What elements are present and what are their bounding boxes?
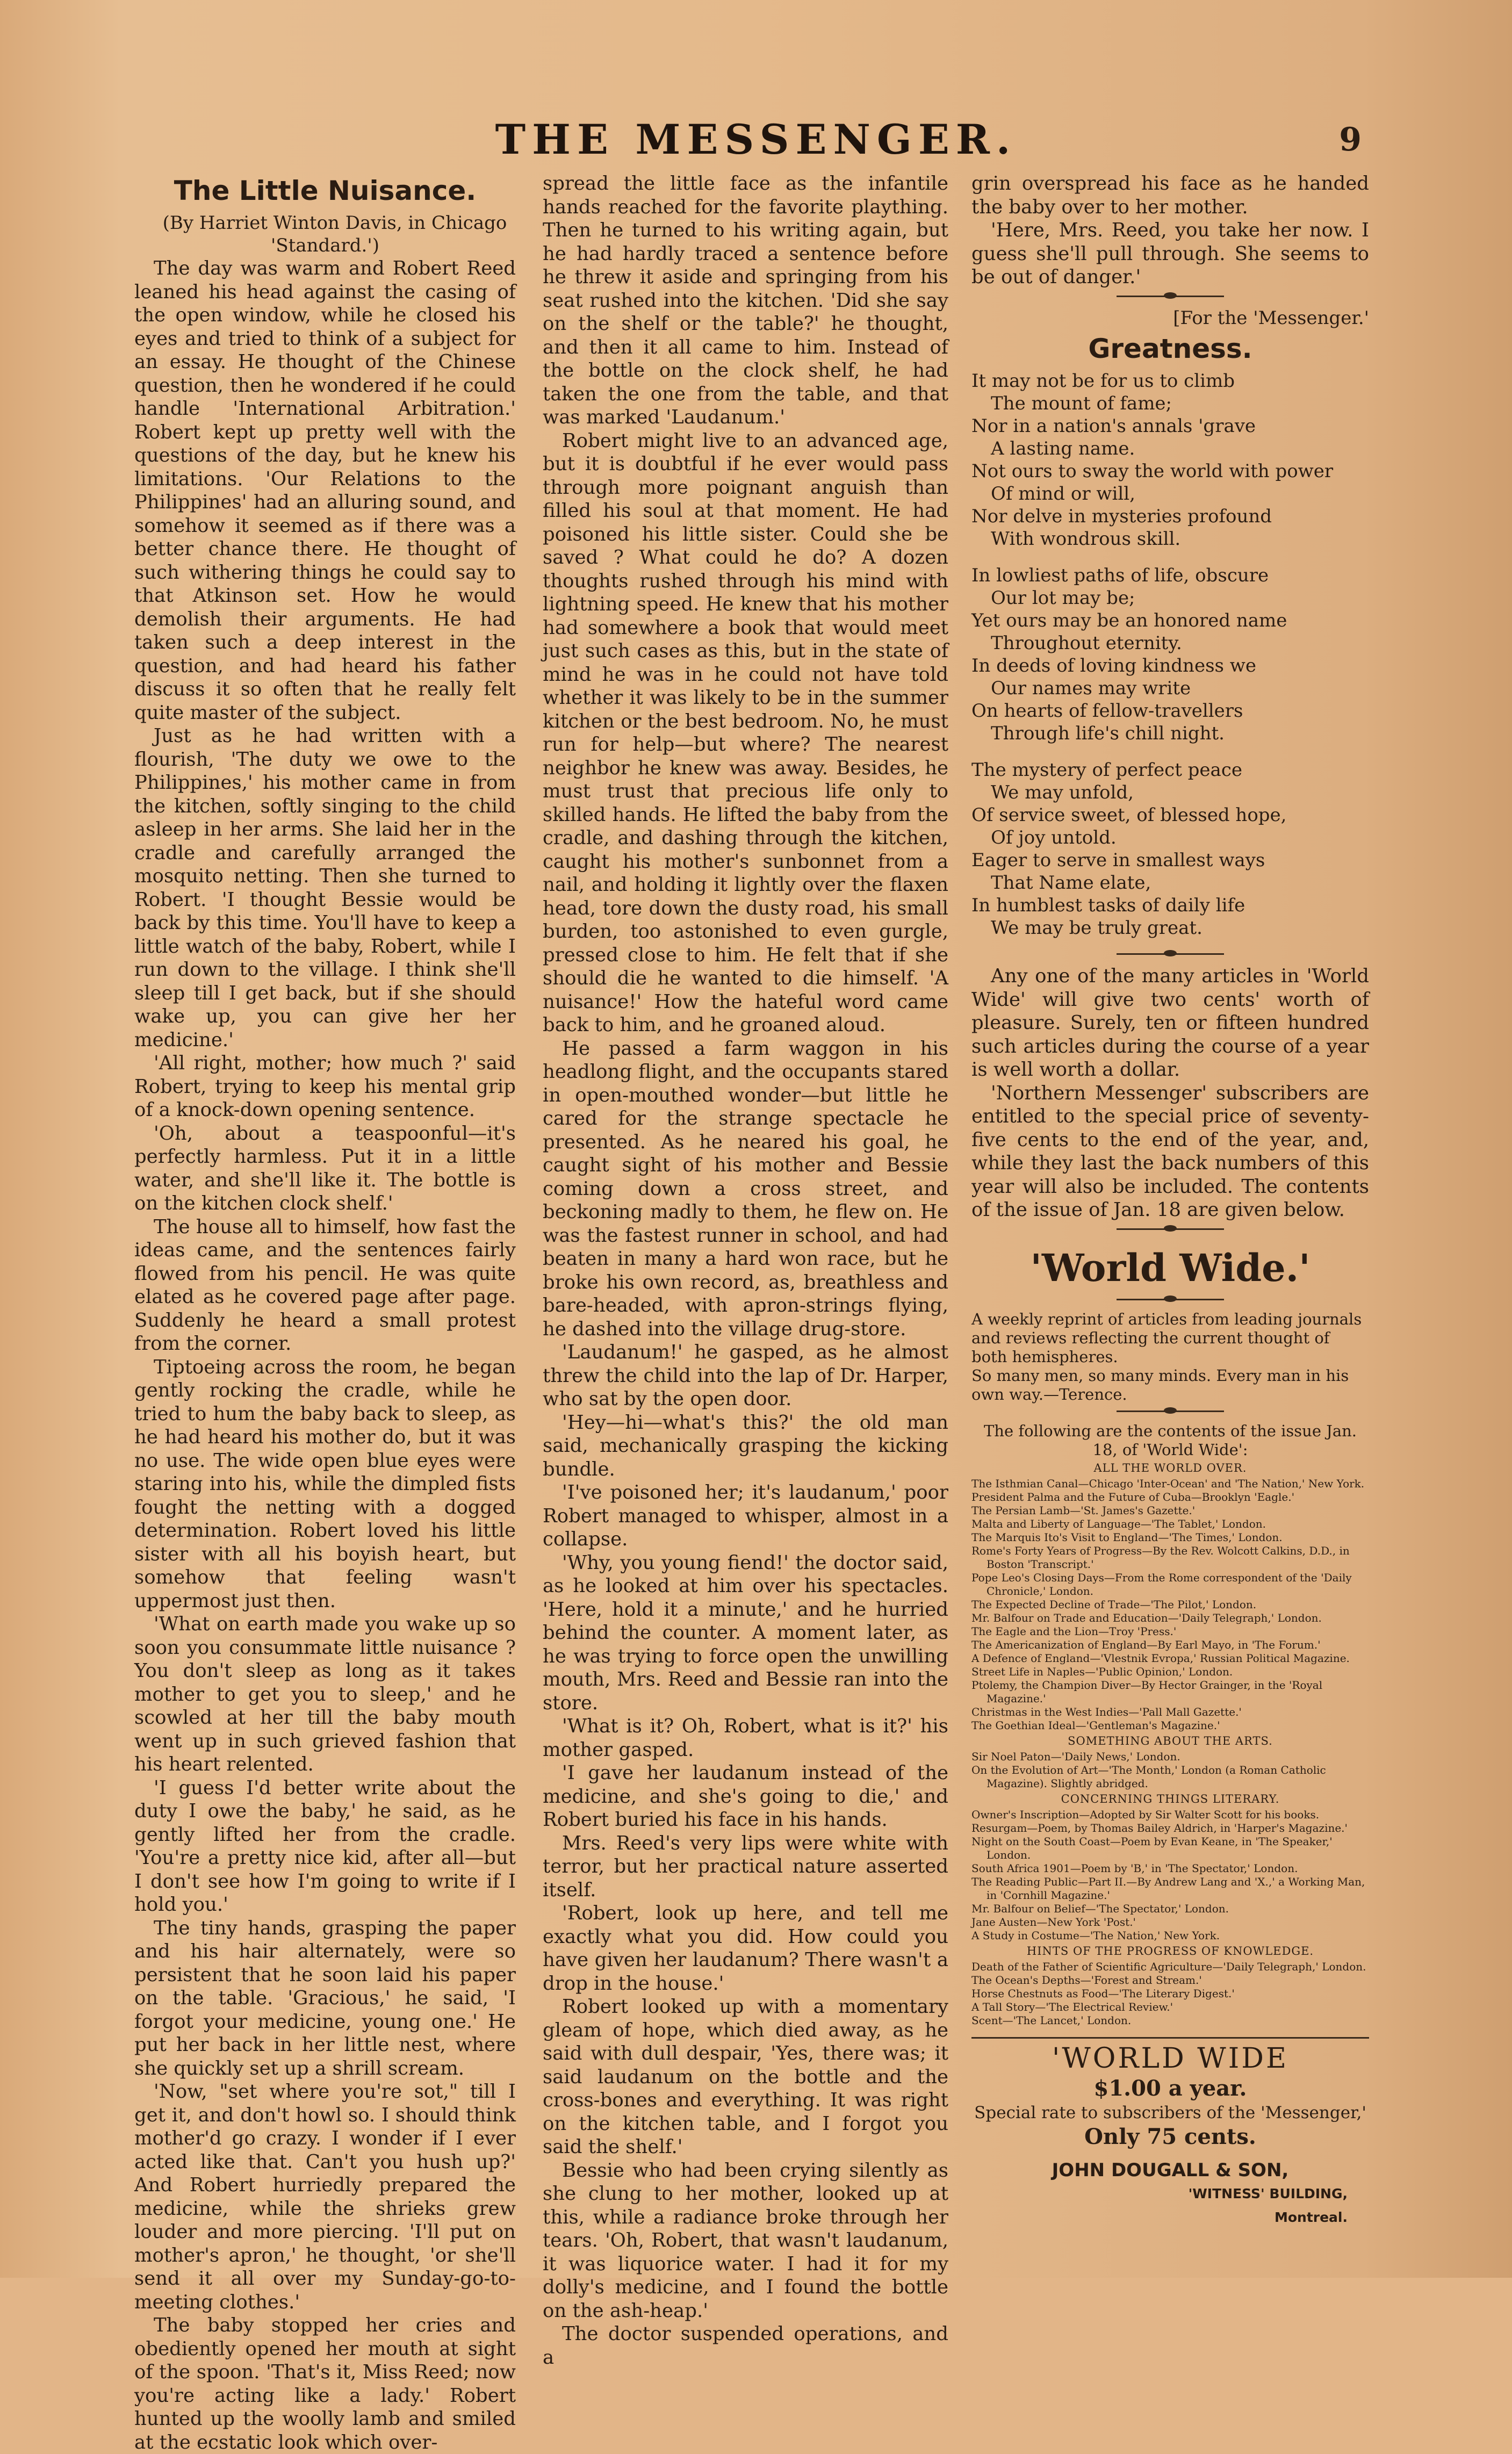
story-paragraph: Just as he had written with a flourish, 'The duty we owe to the Philippines,' his mother came in from the kitchen, softly singing to the child asleep in her arms. She laid her in the cradle and carefully arranged the mosquito netting. Then she turned to Robert. 'I thought Bessie would be back by this time. You'll have to keep a little watch of the baby, Robert, while I run down to the village. I think she'll sleep till I get back, but if she should wake up, you can give her her medicine.'	[134, 725, 516, 1051]
contents-item: Mr. Balfour on Trade and Education—'Daily Telegraph,' London.	[971, 1611, 1322, 1624]
contents-item: Death of the Father of Scientific Agriculture—'Daily Telegraph,' London.	[971, 1960, 1366, 1973]
story-paragraph: 'What on earth made you wake up so soon you consummate little nuisance ? You don't sleep as long as it takes mother to get you to sleep,' and he scowled at her till the baby mouth went up in such grieved fashion that his heart relented.	[134, 1613, 516, 1775]
story-paragraph: Robert might live to an advanced age, but it is doubtful if he ever would pass through more poignant anguish than filled his soul at that moment. He had poisoned his little sister. Could she be saved ? What could he do? A dozen thoughts rushed through his mind with lightning speed. He knew that his mother had somewhere a book that would meet just such cases as this, but in the state of mind he was in he could not have told whether it was likely to be in the summer kitchen or the best bedroom. No, he must run for help—but where? The nearest neighbor he knew was away. Besides, he must trust that precious life only to skilled hands. He lifted the baby from the cradle, and dashing through the kitchen, caught his mother's sunbonnet from a nail, and holding it lightly over the flaxen head, tore down the dusty road, his small burden, too astonished to even gurgle, pressed close to him. He felt that if she should die he wanted to die himself. 'A nuisance!' How the hateful word came back to him, and he groaned aloud.	[543, 429, 948, 1036]
story-paragraph: 'I gave her laudanum instead of the medicine, and she's going to die,' and Robert buried his face in his hands.	[543, 1762, 948, 1831]
divider	[1117, 1410, 1224, 1415]
story-paragraph: 'Hey—hi—what's this?' the old man said, mechanically grasping the kicking bundle.	[543, 1411, 948, 1480]
world-wide-quote: So many men, so many minds. Every man in his own way.—Terence.	[971, 1366, 1349, 1404]
story-paragraph: 'Now, "set where you're sot," till I get it, and don't howl so. I should think mother'd go crazy. I wonder if I ever acted like that. Can't you hush up?' And Robert hurriedly prepared the medicine, while the shrieks grew louder and more piercing. 'I'll put on mother's apron,' he thought, 'or she'll send it all over my Sunday-go-to-meeting clothes.'	[134, 2081, 516, 2313]
contents-item: Resurgam—Poem, by Thomas Bailey Aldrich, in 'Harper's Magazine.'	[971, 1821, 1348, 1834]
contents-item: Night on the South Coast—Poem by Evan Keane, in 'The Speaker,' London.	[971, 1834, 1333, 1861]
story-paragraph: The tiny hands, grasping the paper and his hair alternately, were so persistent that he soon laid his paper on the table. 'Gracious,' he said, 'I forgot your medicine, young one.' He put her back in her little nest, where she quickly set up a shrill scream.	[134, 1917, 516, 2079]
poem-stanza	[971, 564, 1369, 745]
poem-line: In lowliest paths of life, obscure	[971, 565, 1269, 586]
divider	[1117, 953, 1224, 958]
story-paragraph: 'Why, you young fiend!' the doctor said, as he looked at him over his spectacles. 'Here, hold it a minute,' and he hurried behind the counter. A moment later, as he was trying to force open the unwilling mouth, Mrs. Reed and Bessie ran into the store.	[543, 1551, 948, 1714]
promo-paragraph-2: 'Northern Messenger' subscribers are entitled to the special price of seventy-five cents to the end of the year, and, while they last the back numbers of this year will also be included. The contents of the issue of Jan. 18 are given below.	[971, 1082, 1369, 1221]
poem-line: Of mind or will,	[991, 483, 1135, 505]
poem-title: Greatness.	[1088, 333, 1252, 364]
contents-item: The Goethian Ideal—'Gentleman's Magazine.'	[971, 1718, 1220, 1732]
contents-list	[971, 1462, 1369, 2027]
story-paragraph: 'Oh, about a teaspoonful—it's perfectly harmless. Put it in a little water, and she'll like it. The bottle is on the kitchen clock shelf.'	[134, 1122, 516, 1214]
page-number: 9	[1339, 121, 1362, 159]
contents-item: Horse Chestnuts as Food—'The Literary Digest.'	[971, 1987, 1235, 2000]
poem-line: Eager to serve in smallest ways	[971, 850, 1265, 871]
poem-line: That Name elate,	[991, 872, 1151, 894]
promo-paragraph-1: Any one of the many articles in 'World Wide' will give two cents' worth of pleasure. Surely, ten or fifteen hundred such articles during the course of a year is well worth a dollar.	[971, 965, 1369, 1081]
poem-line: In deeds of loving kindness we	[971, 655, 1257, 677]
story-paragraph: 'Laudanum!' he gasped, as he almost threw the child into the lap of Dr. Harper, who sat by the open door.	[543, 1341, 948, 1410]
poem-line: The mystery of perfect peace	[971, 759, 1242, 781]
contents-item: Rome's Forty Years of Progress—By the Rev. Wolcott Calkins, D.D., in Boston 'Transcript.'	[971, 1544, 1350, 1571]
contents-item: Owner's Inscription—Adopted by Sir Walter Scott for his books.	[971, 1808, 1320, 1821]
story-paragraph: Mrs. Reed's very lips were white with terror, but her practical nature asserted itself.	[543, 1832, 948, 1901]
subscription-ad	[971, 2037, 1369, 2229]
contents-item: Scent—'The Lancet,' London.	[971, 2013, 1132, 2027]
contents-item: The Expected Decline of Trade—'The Pilot,' London.	[971, 1597, 1257, 1611]
contents-item: The Reading Public—Part II.—By Andrew Lang and 'X.,' a Working Man, in 'Cornhill Magazine.'	[971, 1875, 1365, 1902]
story-paragraph: 'I guess I'd better write about the duty I owe the baby,' he said, as he gently lifted her from the cradle. 'You're a pretty nice kid, after all—but I don't see how I'm going to write if I hold you.'	[134, 1776, 516, 1916]
story-paragraph: The baby stopped her cries and obediently opened her mouth at sight of the spoon. 'That's it, Miss Reed; now you're acting like a lady.' Robert hunted up the woolly lamb and smiled at the ecstatic look which over-	[134, 2314, 516, 2453]
poem-line: Not ours to sway the world with power	[971, 460, 1334, 482]
story-paragraph: grin overspread his face as he handed the baby over to her mother.	[971, 172, 1369, 218]
contents-item: Mr. Balfour on Belief—'The Spectator,' London.	[971, 1902, 1229, 1915]
contents-item: Sir Noel Paton—'Daily News,' London.	[971, 1750, 1180, 1763]
story-text-part-3	[971, 172, 1369, 289]
contents-item: On the Evolution of Art—'The Month,' London (a Roman Catholic Magazine). Slightly abridged.	[971, 1763, 1326, 1790]
poem-line: The mount of fame;	[991, 393, 1172, 414]
contents-item: A Tall Story—'The Electrical Review.'	[971, 2000, 1173, 2013]
contents-item: Jane Austen—New York 'Post.'	[971, 1915, 1136, 1928]
poem-stanza	[971, 759, 1369, 939]
contents-item: Christmas in the West Indies—'Pall Mall Gazette.'	[971, 1705, 1242, 1718]
ad-special-rate: Special rate to subscribers of the 'Messenger,'	[974, 2103, 1366, 2122]
story-paragraph: The house all to himself, how fast the ideas came, and the sentences fairly flowed from his pencil. He was quite elated as he covered page after page. Suddenly he heard a small protest from the corner.	[134, 1215, 516, 1355]
poem-line: Our lot may be;	[991, 587, 1135, 609]
divider	[1117, 1228, 1224, 1233]
contents-item: The Isthmian Canal—Chicago 'Inter-Ocean' and 'The Nation,' New York.	[971, 1477, 1365, 1490]
poem-line: Of service sweet, of blessed hope,	[971, 804, 1287, 826]
poem-line: Through life's chill night.	[991, 723, 1225, 744]
contents-item: Street Life in Naples—'Public Opinion,' London.	[971, 1665, 1233, 1678]
masthead: THE MESSENGER.	[495, 116, 1017, 163]
contents-section-heading: CONCERNING THINGS LITERARY.	[1061, 1792, 1280, 1805]
contents-item: The Americanization of England—By Earl Mayo, in 'The Forum.'	[971, 1638, 1321, 1651]
ad-publisher: JOHN DOUGALL & SON,	[1052, 2159, 1289, 2181]
contents-item: A Defence of England—'Vlestnik Evropa,' Russian Political Magazine.	[971, 1651, 1350, 1665]
poem-line: On hearts of fellow-travellers	[971, 700, 1243, 722]
contents-item: The Persian Lamb—'St. James's Gazette.'	[971, 1503, 1196, 1517]
story-paragraph: spread the little face as the infantile hands reached for the favorite plaything. Then he turned to his writing again, but he had hardly traced a sentence before he threw it aside and springing from his seat rushed into the kitchen. 'Did she say on the shelf or the table?' he thought, and then it all came to him. Instead of the bottle on the clock shelf, he had taken the one from the table, and that was marked 'Laudanum.'	[543, 172, 948, 428]
poem-line: We may be truly great.	[991, 917, 1203, 939]
world-wide-title: 'World Wide.'	[1030, 1245, 1311, 1290]
story-paragraph: Bessie who had been crying silently as she clung to her mother, looked up at this, while a radiance broke through her tears. 'Oh, Robert, that wasn't laudanum, it was liquorice water. I had it for my dolly's medicine, and I found the bottle on the ash-heap.'	[543, 2159, 948, 2322]
ad-title: 'WORLD WIDE	[1052, 2042, 1288, 2075]
poem-line: It may not be for us to climb	[971, 370, 1235, 392]
contents-section-heading: HINTS OF THE PROGRESS OF KNOWLEDGE.	[1026, 1944, 1314, 1958]
contents-section-heading: SOMETHING ABOUT THE ARTS.	[1068, 1734, 1273, 1747]
contents-item: Malta and Liberty of Language—'The Tablet,' London.	[971, 1517, 1266, 1530]
contents-item: South Africa 1901—Poem by 'B,' in 'The Spectator,' London.	[971, 1861, 1298, 1875]
poem-line: A lasting name.	[991, 438, 1135, 459]
story-byline: (By Harriet Winton Davis, in Chicago 'Standard.')	[162, 212, 507, 256]
poem-line: Yet ours may be an honored name	[971, 610, 1287, 631]
poem-line: We may unfold,	[991, 782, 1134, 803]
contents-item: A Study in Costume—'The Nation,' New York.	[971, 1928, 1220, 1942]
contents-item: President Palma and the Future of Cuba—Brooklyn 'Eagle.'	[971, 1490, 1295, 1503]
contents-item: Pope Leo's Closing Days—From the Rome correspondent of the 'Daily Chronicle,' London.	[971, 1571, 1352, 1597]
story-paragraph: The doctor suspended operations, and a	[543, 2323, 948, 2369]
poem-line: Our names may write	[991, 678, 1191, 699]
story-paragraph: 'Here, Mrs. Reed, you take her now. I guess she'll pull through. She seems to be out of danger.'	[971, 219, 1369, 288]
story-paragraph: 'Robert, look up here, and tell me exactly what you did. How could you have given her laudanum? There wasn't a drop in the house.'	[543, 1902, 948, 1995]
world-wide-intro-text: A weekly reprint of articles from leading journals and reviews reflecting the current thought of both hemispheres.	[971, 1309, 1362, 1366]
poem-line: Nor delve in mysteries profound	[971, 506, 1272, 527]
column-2	[543, 172, 948, 2369]
poem-credit: [For the 'Messenger.'	[1173, 307, 1369, 329]
story-paragraph: He passed a farm waggon in his headlong flight, and the occupants stared in open-mouthed wonder—but little he cared for the strange spectacle he presented. As he neared his goal, he caught sight of his mother and Bessie coming down a cross street, and beckoning madly to them, he flew on. He was the fastest runner in school, and had beaten in many a hard won race, but he broke his own record, as, breathless and bare-headed, with apron-strings flying, he dashed into the village drug-store.	[543, 1037, 948, 1340]
poem-line: Throughout eternity.	[991, 632, 1182, 654]
contents-section-heading: ALL THE WORLD OVER.	[1093, 1461, 1247, 1474]
ad-building: 'WITNESS' BUILDING,	[1188, 2186, 1348, 2201]
poem-stanza	[971, 370, 1369, 550]
contents-item: The Eagle and the Lion—Troy 'Press.'	[971, 1624, 1177, 1638]
poem-line: In humblest tasks of daily life	[971, 895, 1245, 916]
story-title: The Little Nuisance.	[174, 175, 477, 206]
divider	[971, 2037, 1369, 2039]
contents-item: The Marquis Ito's Visit to England—'The Times,' London.	[971, 1530, 1283, 1544]
story-paragraph: Tiptoeing across the room, he began gently rocking the cradle, while he tried to hum the baby back to sleep, as he had heard his mother do, but it was no use. The wide open blue eyes were staring into his, while the dimpled fists fought the netting with a dogged determination. Robert loved his little sister with all his boyish heart, but somehow that feeling wasn't uppermost just then.	[134, 1356, 516, 1612]
divider	[1117, 1299, 1224, 1304]
column-3	[971, 172, 1369, 2225]
contents-intro: The following are the contents of the issue Jan. 18, of 'World Wide':	[983, 1421, 1357, 1459]
poem-body	[971, 370, 1369, 939]
story-text-part-2	[543, 172, 948, 2369]
world-wide-intro	[971, 1310, 1369, 1459]
ad-price: $1.00 a year.	[1093, 2075, 1247, 2101]
ad-city: Montreal.	[1274, 2209, 1348, 2225]
ad-only-price: Only 75 cents.	[1084, 2124, 1256, 2149]
contents-item: Ptolemy, the Champion Diver—By Hector Grainger, in the 'Royal Magazine.'	[971, 1678, 1323, 1705]
story-paragraph: 'I've poisoned her; it's laudanum,' poor Robert managed to whisper, almost in a collapse.	[543, 1481, 948, 1550]
poem-line: Of joy untold.	[991, 827, 1117, 848]
story-paragraph: 'What is it? Oh, Robert, what is it?' his mother gasped.	[543, 1715, 948, 1761]
story-paragraph: The day was warm and Robert Reed leaned his head against the casing of the open window, while he closed his eyes and tried to think of a subject for an essay. He thought of the Chinese question, then he wondered if he could handle 'International Arbitration.' Robert kept up pretty well with the questions of the day, but he knew his limitations. 'Our Relations to the Philippines' had an alluring sound, and somehow it seemed as if there was a better chance there. He thought of such withering things he could say to that Atkinson set. How he would demolish their arguments. He had taken such a deep interest in the question, and had heard his father discuss it so often that he really felt quite master of the subject.	[134, 257, 516, 724]
divider	[1117, 296, 1224, 300]
contents-item: The Ocean's Depths—'Forest and Stream.'	[971, 1973, 1202, 1987]
story-paragraph: 'All right, mother; how much ?' said Robert, trying to keep his mental grip of a knock-down opening sentence.	[134, 1052, 516, 1121]
poem-line: With wondrous skill.	[991, 528, 1181, 550]
story-text-part-1	[134, 257, 516, 2454]
poem-line: Nor in a nation's annals 'grave	[971, 415, 1256, 437]
column-1	[134, 172, 516, 2453]
story-paragraph: Robert looked up with a momentary gleam of hope, which died away, as he said with dull despair, 'Yes, there was; it said laudanum on the bottle and the cross-bones and everything. It was right on the kitchen table, and I forgot you said the shelf.'	[543, 1996, 948, 2158]
